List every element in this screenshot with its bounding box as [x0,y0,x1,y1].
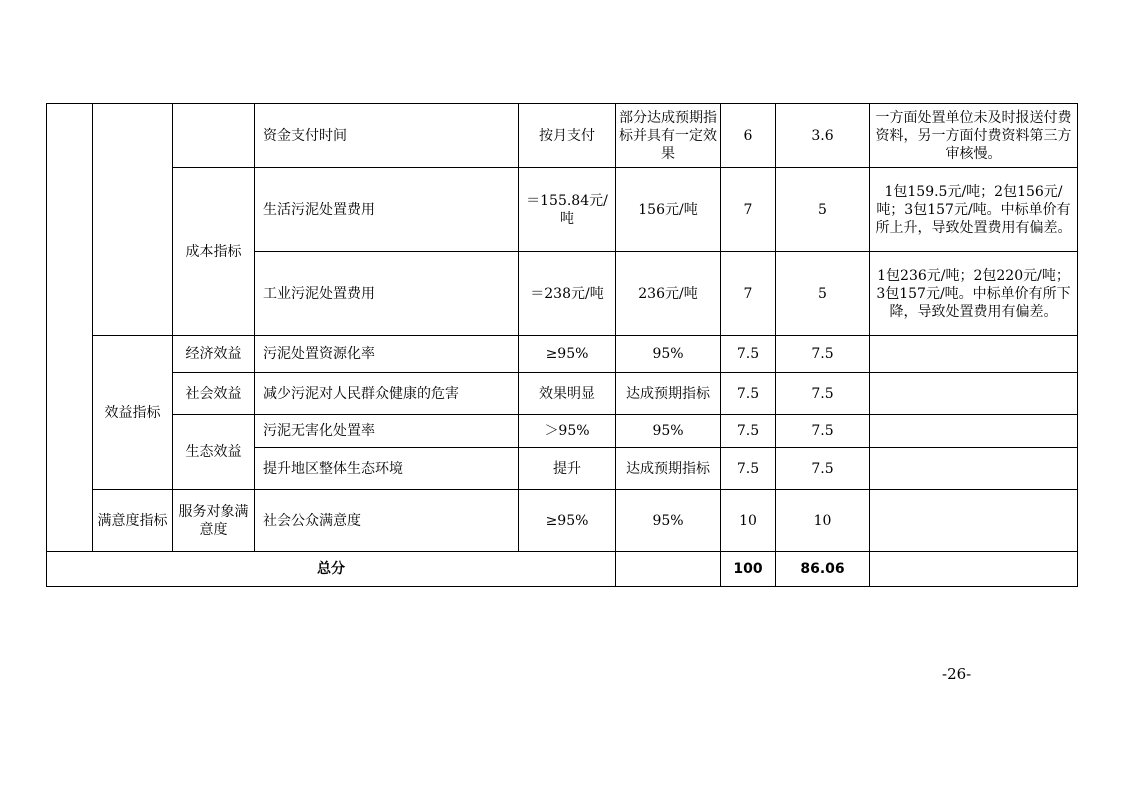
table-row [47,373,1078,415]
indicator-cell: 污泥无害化处置率 [255,415,519,448]
target-cell: ≥95% [519,490,616,552]
indicator-cell: 提升地区整体生态环境 [255,448,519,490]
score-cell: 7.5 [776,448,870,490]
target-cell: 提升 [519,448,616,490]
level2-cell [93,104,173,336]
sub-indicator-label: 服务对象满意度 [173,490,255,552]
target-cell: ＞95% [519,415,616,448]
indicator-cell: 工业污泥处置费用 [255,252,519,336]
reason-cell: 1包236元/吨；2包220元/吨；3包157元/吨。中标单价有所下降，导致处置费用有偏差。 [870,252,1078,336]
benefit-indicator-label: 效益指标 [93,336,173,490]
actual-cell: 达成预期指标 [616,373,721,415]
reason-cell [870,552,1078,587]
reason-cell [870,415,1078,448]
actual-cell: 236元/吨 [616,252,721,336]
level3-cell [173,104,255,168]
target-cell: ≥95% [519,336,616,373]
target-cell: ＝238元/吨 [519,252,616,336]
cost-indicator-label: 成本指标 [173,168,255,336]
sub-indicator-label: 社会效益 [173,373,255,415]
total-weight: 100 [721,552,776,587]
indicator-cell: 减少污泥对人民群众健康的危害 [255,373,519,415]
target-cell: 效果明显 [519,373,616,415]
actual-cell: 达成预期指标 [616,448,721,490]
score-cell: 7.5 [776,415,870,448]
actual-cell: 部分达成预期指标并具有一定效果 [616,104,721,168]
score-cell: 3.6 [776,104,870,168]
actual-cell: 95% [616,415,721,448]
reason-cell: 1包159.5元/吨；2包156元/吨；3包157元/吨。中标单价有所上升，导致处置费用有偏差。 [870,168,1078,252]
sub-indicator-label: 经济效益 [173,336,255,373]
reason-cell [870,336,1078,373]
score-cell: 10 [776,490,870,552]
total-row [47,552,1078,587]
weight-cell: 7 [721,252,776,336]
sub-indicator-label: 生态效益 [173,415,255,490]
actual-cell: 95% [616,336,721,373]
score-cell: 7.5 [776,336,870,373]
table-row [47,336,1078,373]
table-row [47,104,1078,168]
indicator-cell: 资金支付时间 [255,104,519,168]
indicator-cell: 生活污泥处置费用 [255,168,519,252]
weight-cell: 7.5 [721,373,776,415]
satisfaction-indicator-label: 满意度指标 [93,490,173,552]
performance-table [46,103,1078,587]
table-row [47,490,1078,552]
weight-cell: 7.5 [721,415,776,448]
reason-cell [870,490,1078,552]
reason-cell: 一方面处置单位未及时报送付费资料，另一方面付费资料第三方审核慢。 [870,104,1078,168]
weight-cell: 7.5 [721,336,776,373]
weight-cell: 10 [721,490,776,552]
level1-cell [47,104,93,552]
reason-cell [870,448,1078,490]
target-cell: 按月支付 [519,104,616,168]
actual-cell: 95% [616,490,721,552]
indicator-cell: 社会公众满意度 [255,490,519,552]
score-cell: 7.5 [776,373,870,415]
indicator-cell: 污泥处置资源化率 [255,336,519,373]
actual-cell [616,552,721,587]
weight-cell: 7 [721,168,776,252]
total-score: 86.06 [776,552,870,587]
weight-cell: 6 [721,104,776,168]
table-row [47,168,1078,252]
weight-cell: 7.5 [721,448,776,490]
score-cell: 5 [776,168,870,252]
table-row [47,415,1078,448]
reason-cell [870,373,1078,415]
score-cell: 5 [776,252,870,336]
total-label: 总分 [47,552,616,587]
actual-cell: 156元/吨 [616,168,721,252]
target-cell: ＝155.84元/吨 [519,168,616,252]
page-number: -26- [942,665,972,683]
